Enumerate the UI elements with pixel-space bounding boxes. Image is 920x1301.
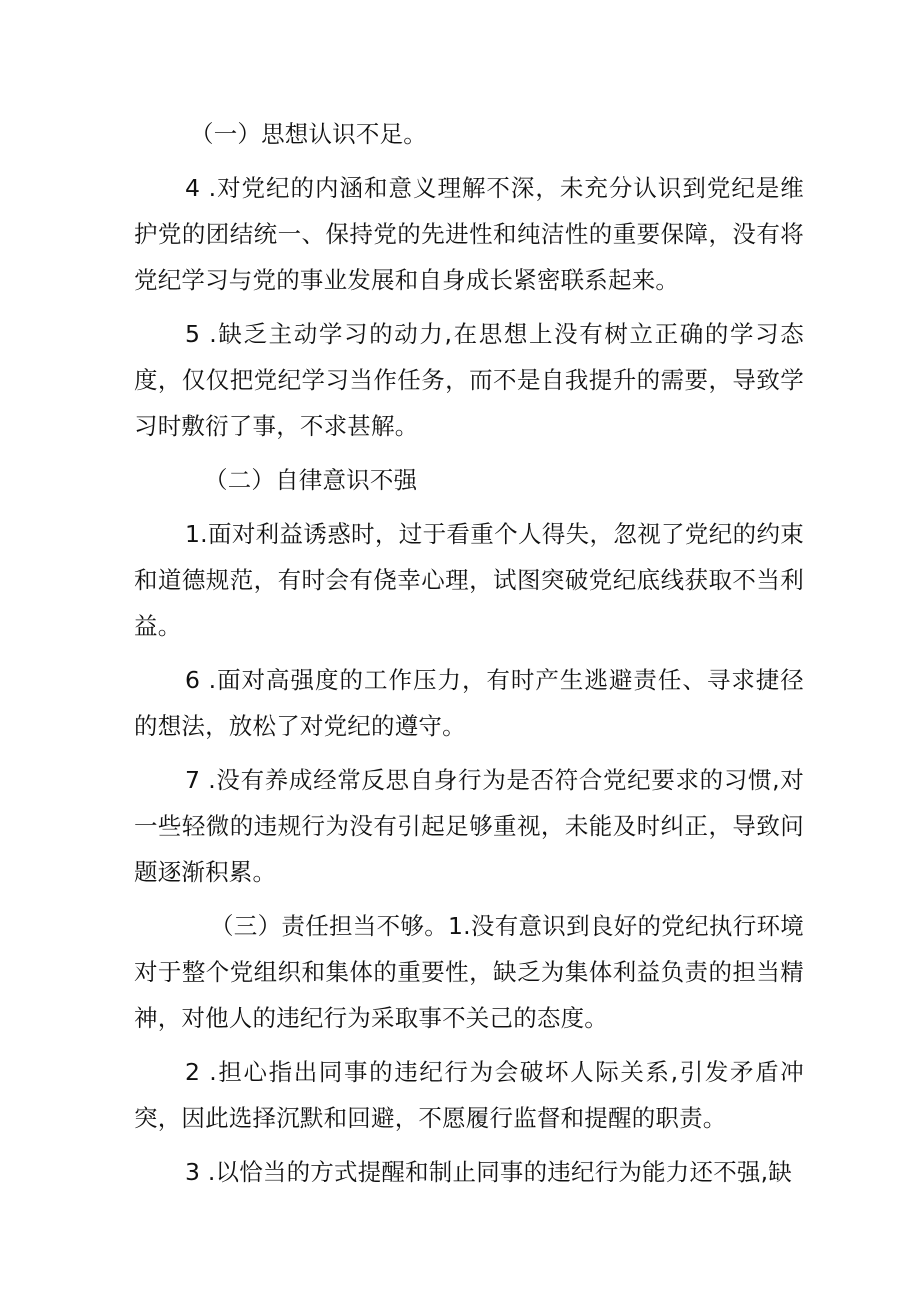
section-heading-2: （二）自律意识不强 bbox=[204, 466, 418, 494]
paragraph-item-4: 4 .对党纪的内涵和意义理解不深，未充分认识到党纪是维护党的团结统一、保持党的先进性和纯洁性的重要保障，没有将党纪学习与党的事业发展和自身成长紧密联系起来。 bbox=[134, 174, 804, 294]
paragraph-item-6: 6 .面对高强度的工作压力，有时产生逃避责任、寻求捷径的想法，放松了对党纪的遵守。 bbox=[134, 666, 804, 740]
document-body bbox=[134, 111, 804, 1195]
paragraph-item-1: 1.面对利益诱惑时，过于看重个人得失，忽视了党纪的约束和道德规范，有时会有侥幸心理，试图突破党纪底线获取不当利益。 bbox=[134, 520, 804, 640]
paragraph-item-5: 5 .缺乏主动学习的动力,在思想上没有树立正确的学习态度，仅仅把党纪学习当作任务，而不是自我提升的需要，导致学习时敷衍了事，不求甚解。 bbox=[134, 320, 804, 440]
section-heading-3: （三）责任担当不够。1.没有意识到良好的党纪执行环境对于整个党组织和集体的重要性，缺乏为集体利益负责的担当精神，对他人的违纪行为采取事不关己的态度。 bbox=[134, 912, 804, 1032]
section-heading-1: （一）思想认识不足。 bbox=[190, 120, 427, 148]
paragraph-item-2: 2 .担心指出同事的违纪行为会破坏人际关系,引发矛盾冲突，因此选择沉默和回避，不愿履行监督和提醒的职责。 bbox=[134, 1058, 804, 1132]
paragraph-item-7: 7 .没有养成经常反思自身行为是否符合党纪要求的习惯,对一些轻微的违规行为没有引起足够重视，未能及时纠正，导致问题逐渐积累。 bbox=[134, 766, 804, 886]
paragraph-item-3: 3 .以恰当的方式提醒和制止同事的违纪行为能力还不强,缺 bbox=[185, 1158, 792, 1186]
